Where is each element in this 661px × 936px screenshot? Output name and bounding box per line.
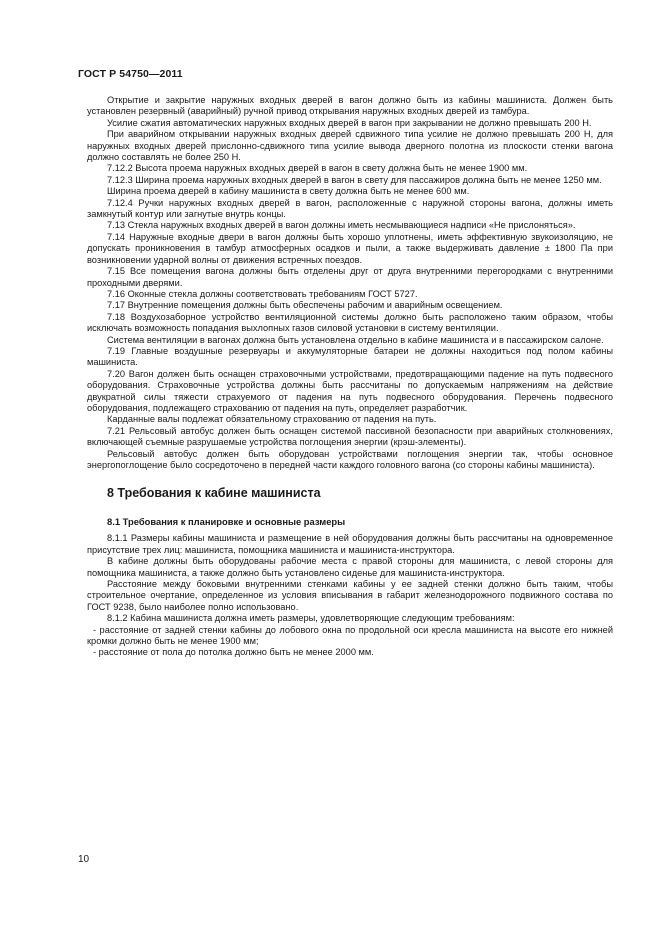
paragraph-7-12-4: 7.12.4 Ручки наружных входных дверей в вагон, расположенные с наружной стороны вагона, должны иметь замкнутый контур или загнутые внутрь концы. <box>87 197 613 220</box>
paragraph-7-13: 7.13 Стекла наружных входных дверей в вагон должны иметь несмывающиеся надписи «Не прислоняться». <box>107 220 576 231</box>
paragraph-emergency-opening: При аварийном открывании наружных входных дверей сдвижного типа усилие не должно превышать 200 Н, для наружных входных дверей прислонно-сдвижного типа усилие вывода дверного полотна из плоскости стенки вагона должно составлять не более 250 Н. <box>87 129 613 163</box>
page-number: 10 <box>78 854 90 865</box>
paragraph-wall-distance: Расстояние между боковыми внутренними стенками кабины у ее задней стенки должно быть таким, чтобы строительное очертание, определенное из условия вписывания в габарит железнодорожного подвижного состава по ГОСТ 9238, было наиболее полно использовано. <box>87 579 613 612</box>
list-item: - расстояние от пола до потолка должно быть не менее 2000 мм. <box>93 647 374 658</box>
document-body <box>87 95 613 659</box>
paragraph-workplaces: В кабине должны быть оборудованы рабочие места с правой стороны для машиниста, с левой стороны для помощника машиниста, а также должно быть установлено сиденье для машиниста-инструктора. <box>87 556 613 578</box>
list-item: - расстояние от задней стенки кабины до лобового окна по продольной оси кресла машиниста на высоте его нижней кромки должно быть не менее 1900 мм; <box>87 624 613 647</box>
paragraph-7-12-2: 7.12.2 Высота проема наружных входных дверей в вагон в свету должна быть не менее 1900 мм. <box>107 163 528 174</box>
document-header: ГОСТ Р 54750—2011 <box>78 68 183 80</box>
paragraph-7-12-3: 7.12.3 Ширина проема наружных входных дверей в вагон в свету для пассажиров должна быть не менее 1250 мм. <box>107 174 602 185</box>
paragraph-7-16: 7.16 Оконные стекла должны соответствовать требованиям ГОСТ 5727. <box>107 288 418 299</box>
paragraph-energy-absorption: Рельсовый автобус должен быть оборудован устройствами поглощения энергии так, чтобы основное энергопоглощение было сосредоточено в передней части каждого головного вагона (со стороны кабины машиниста). <box>87 448 613 470</box>
paragraph-cardan-shafts: Карданные валы подлежат обязательному страхованию от падения на путь. <box>107 414 437 425</box>
paragraph-7-20: 7.20 Вагон должен быть оснащен страховочными устройствами, предотвращающими падение на путь подвесного оборудования. Страховочные устройства должны быть рассчитаны по допускаемым напряжениям на действие двукратной силы тяжести страхуемого от падения на путь подвесного оборудования. Перечень подвесного оборудования, подлежащего страхованию от падения на путь, определяет разработчик. <box>87 368 613 413</box>
paragraph-8-1-2: 8.1.2 Кабина машиниста должна иметь размеры, удовлетворяющие следующим требованиям: <box>107 613 515 624</box>
paragraph-8-1-1: 8.1.1 Размеры кабины машиниста и размещение в ней оборудования должны быть рассчитаны на одновременное присутствие трех лиц: машиниста, помощника машиниста и машиниста-инструктора. <box>87 533 613 555</box>
paragraph-7-19: 7.19 Главные воздушные резервуары и аккумуляторные батареи не должны находиться под полом кабины машиниста. <box>87 345 613 368</box>
paragraph-7-17: 7.17 Внутренние помещения должны быть обеспечены рабочим и аварийным освещением. <box>107 300 503 311</box>
paragraph-cab-door-width: Ширина проема дверей в кабину машиниста в свету должна быть не менее 600 мм. <box>107 186 470 197</box>
paragraph-doors-control: Открытие и закрытие наружных входных дверей в вагон должно быть из кабины машиниста. Должен быть установлен резервный (аварийный) ручной привод открывания наружных входных дверей из тамбура. <box>87 95 613 117</box>
section-heading: 8 Требования к кабине машиниста <box>107 486 321 501</box>
paragraph-7-18: 7.18 Воздухозаборное устройство вентиляционной системы должно быть расположено таким образом, чтобы исключать возможность попадания выхлопных газов силовой установки в систему вентиляции. <box>87 311 613 334</box>
paragraph-ventilation: Система вентиляции в вагонах должна быть установлена отдельно в кабине машиниста и в пассажирском салоне. <box>107 334 604 345</box>
paragraph-7-15: 7.15 Все помещения вагона должны быть отделены друг от друга внутренними перегородками с внутренними проходными дверями. <box>87 266 613 288</box>
paragraph-7-21: 7.21 Рельсовый автобус должен быть оснащен системой пассивной безопасности при аварийных столкновениях, включающей съемные разрушаемые устройства поглощения энергии (крэш-элементы). <box>87 425 613 448</box>
subsection-heading: 8.1 Требования к планировке и основные размеры <box>107 516 346 528</box>
paragraph-door-force: Усилие сжатия автоматических наружных входных дверей в вагон при закрывании не должно превышать 200 Н. <box>107 117 592 128</box>
paragraph-7-14: 7.14 Наружные входные двери в вагон должны быть хорошо уплотнены, иметь эффективную звукоизоляцию, не допускать проникновения в тамбур атмосферных осадков и пыли, а также выдерживать давление ± 1800 Па при возникновении ударной волны от движения встречных поездов. <box>87 231 613 265</box>
